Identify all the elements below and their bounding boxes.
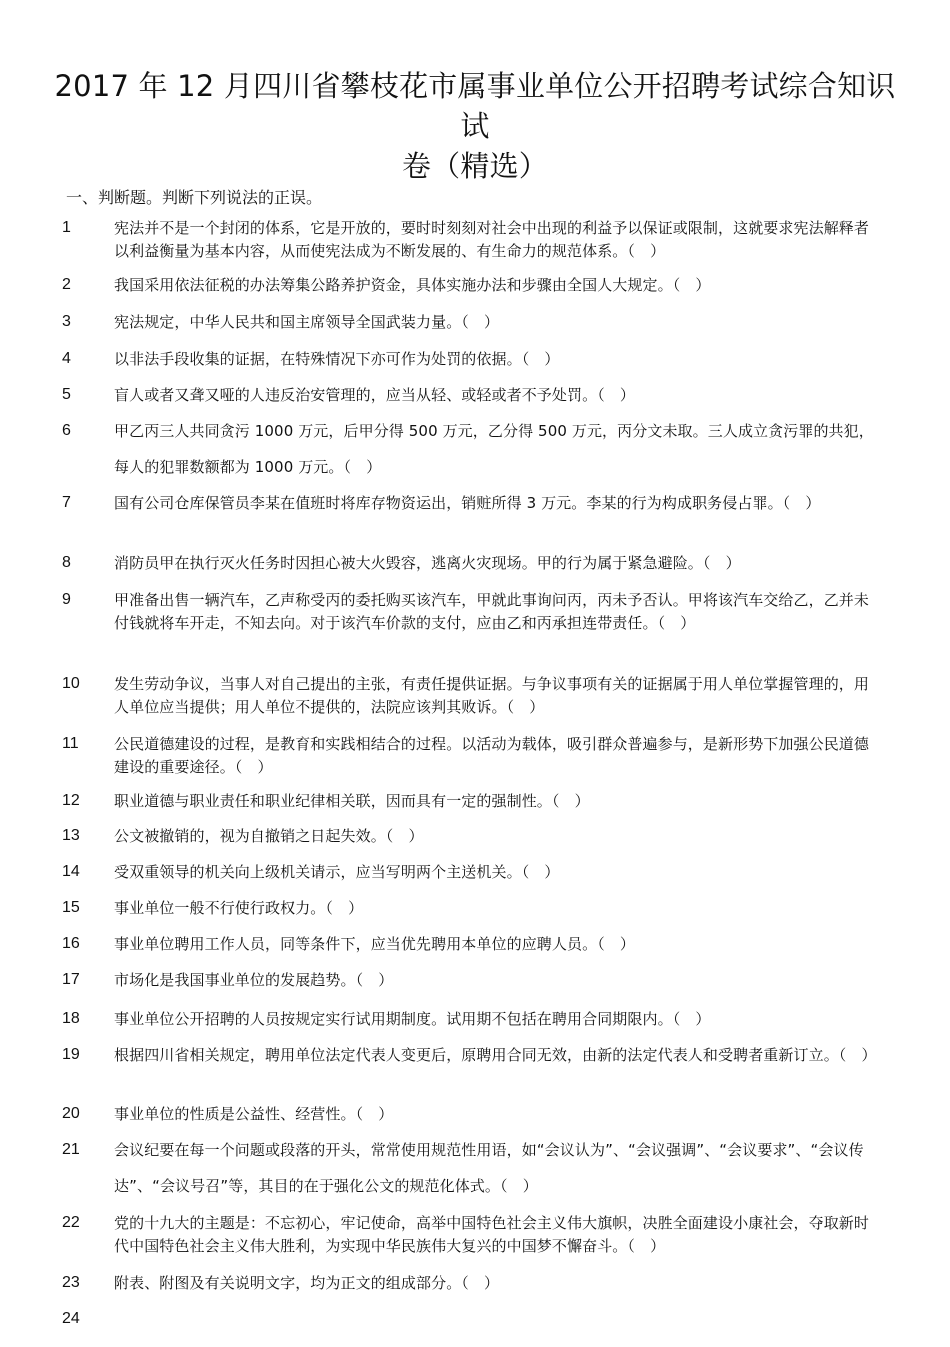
question-number: 12 [62, 792, 80, 809]
question-text: 国有公司仓库保管员李某在值班时将库存物资运出，销赃所得 3 万元。李某的行为构成职务侵占罪。（ ） [114, 494, 821, 512]
question-number: 19 [62, 1046, 80, 1063]
question-text: 事业单位一般不行使行政权力。（ ） [114, 899, 364, 917]
question-text: 市场化是我国事业单位的发展趋势。（ ） [114, 971, 394, 989]
question-number: 24 [62, 1310, 80, 1327]
question-text: 受双重领导的机关向上级机关请示，应当写明两个主送机关。（ ） [114, 863, 560, 881]
question-number: 18 [62, 1010, 80, 1027]
question-text: 我国采用依法征税的办法筹集公路养护资金，具体实施办法和步骤由全国人大规定。（ ） [114, 276, 711, 294]
question-text: 事业单位聘用工作人员，同等条件下，应当优先聘用本单位的应聘人员。（ ） [114, 935, 636, 953]
question-number: 13 [62, 827, 80, 844]
question-text: 公文被撤销的，视为自撤销之日起失效。（ ） [114, 827, 424, 845]
question-number: 6 [62, 422, 71, 439]
question-number: 7 [62, 494, 71, 511]
question-text: 党的十九大的主题是：不忘初心，牢记使命，高举中国特色社会主义伟大旗帜，决胜全面建设小康社会，夺取新时代中国特色社会主义伟大胜利，为实现中华民族伟大复兴的中国梦不懈奋斗。（ ） [114, 1214, 870, 1255]
question-text: 事业单位公开招聘的人员按规定实行试用期制度。试用期不包括在聘用合同期限内。（ ） [114, 1010, 711, 1028]
question-number: 2 [62, 276, 71, 293]
question-text: 事业单位的性质是公益性、经营性。（ ） [114, 1105, 394, 1123]
question-number: 14 [62, 863, 80, 880]
question-text: 职业道德与职业责任和职业纪律相关联，因而具有一定的强制性。（ ） [114, 792, 590, 810]
section-heading: 一、判断题。判断下列说法的正误。 [66, 188, 323, 207]
question-text: 以非法手段收集的证据，在特殊情况下亦可作为处罚的依据。（ ） [114, 350, 560, 368]
question-text: 公民道德建设的过程，是教育和实践相结合的过程。以活动为载体，吸引群众普遍参与，是新形势下加强公民道德建设的重要途径。（ ） [114, 735, 870, 776]
question-text: 会议纪要在每一个问题或段落的开头，常常使用规范性用语，如“会议认为”、“会议强调”、“会议要求”、“会议传达”、“会议号召”等，其目的在于强化公文的规范化体式。（ ） [114, 1141, 864, 1195]
question-number: 3 [62, 313, 71, 330]
question-number: 4 [62, 350, 71, 367]
question-number: 20 [62, 1105, 80, 1122]
document-title [40, 66, 910, 186]
question-text: 盲人或者又聋又哑的人违反治安管理的，应当从轻、或轻或者不予处罚。（ ） [114, 386, 636, 404]
question-text: 消防员甲在执行灭火任务时因担心被大火毁容，逃离火灾现场。甲的行为属于紧急避险。（ ） [114, 554, 741, 572]
question-text: 宪法并不是一个封闭的体系，它是开放的，要时时刻刻对社会中出现的利益予以保证或限制，这就要求宪法解释者以利益衡量为基本内容，从而使宪法成为不断发展的、有生命力的规范体系。（ ） [114, 219, 870, 260]
question-text: 附表、附图及有关说明文字，均为正文的组成部分。（ ） [114, 1274, 500, 1292]
question-number: 21 [62, 1141, 80, 1158]
document-title-line1: 2017 年 12 月四川省攀枝花市属事业单位公开招聘考试综合知识试 [54, 69, 896, 143]
question-number: 15 [62, 899, 80, 916]
question-text: 宪法规定，中华人民共和国主席领导全国武装力量。（ ） [114, 313, 500, 331]
question-number: 23 [62, 1274, 80, 1291]
question-text: 根据四川省相关规定，聘用单位法定代表人变更后，原聘用合同无效，由新的法定代表人和受聘者重新订立。（ ） [114, 1046, 877, 1064]
question-number: 1 [62, 219, 71, 236]
question-number: 11 [62, 735, 79, 752]
question-number: 22 [62, 1214, 80, 1231]
question-number: 8 [62, 554, 71, 571]
question-text: 甲乙丙三人共同贪污 1000 万元，后甲分得 500 万元，乙分得 500 万元，丙分文未取。三人成立贪污罪的共犯，每人的犯罪数额都为 1000 万元。（ ） [114, 422, 874, 476]
question-number: 5 [62, 386, 71, 403]
question-text: 甲准备出售一辆汽车，乙声称受丙的委托购买该汽车，甲就此事询问丙，丙未予否认。甲将该汽车交给乙，乙并未付钱就将车开走，不知去向。对于该汽车价款的支付，应由乙和丙承担连带责任。（ ） [114, 591, 870, 632]
document-title-line2: 卷（精选） [401, 149, 548, 183]
question-text: 发生劳动争议，当事人对自己提出的主张，有责任提供证据。与争议事项有关的证据属于用人单位掌握管理的，用人单位应当提供；用人单位不提供的，法院应该判其败诉。（ ） [114, 675, 870, 716]
question-number: 10 [62, 675, 80, 692]
question-number: 16 [62, 935, 80, 952]
question-number: 9 [62, 591, 71, 608]
question-number: 17 [62, 971, 80, 988]
